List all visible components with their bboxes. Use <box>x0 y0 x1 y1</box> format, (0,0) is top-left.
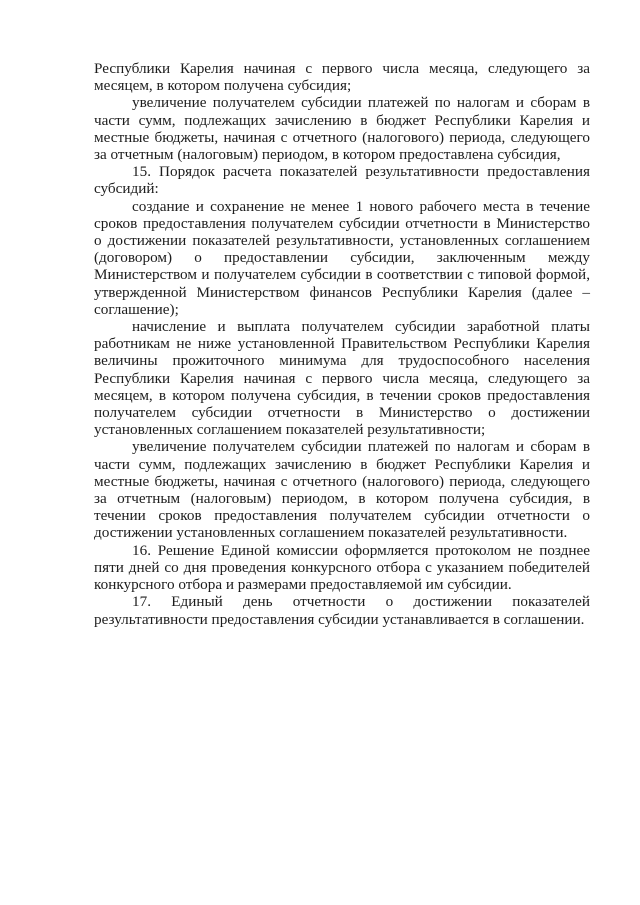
paragraph-wages: начисление и выплата получателем субсидии заработной платы работникам не ниже установленной Правительством Республики Карелия величины прожиточного минимума для трудоспособного населения Республики Карелия начиная с первого числа месяца, следующего за месяцем, в котором получена субсидия, в течении сроков предоставления получателем субсидии отчетности в Министерство о достижении установленных соглашением показателей результативности; <box>94 318 590 439</box>
paragraph-tax-increase-1: увеличение получателем субсидии платежей по налогам и сборам в части сумм, подлежащих зачислению в бюджет Республики Карелия и местные бюджеты, начиная с отчетного (налогового) периода, следующего за отчетным (налоговым) периодом, в котором предоставлена субсидия, <box>94 94 590 164</box>
paragraph-job-creation: создание и сохранение не менее 1 нового рабочего места в течение сроков предоставления получателем субсидии отчетности в Министерство о достижении показателей результативности, установленных соглашением (договором) о предоставлении субсидии, заключенным между Министерством и получателем субсидии в соответствии с типовой формой, утвержденной Министерством финансов Республики Карелия (далее – соглашение); <box>94 197 590 318</box>
paragraph-item-16: 16. Решение Единой комиссии оформляется протоколом не позднее пяти дней со дня проведения конкурсного отбора с указанием победителей конкурсного отбора и размерами предоставляемой им субсидии. <box>94 541 590 594</box>
document-page <box>94 60 590 628</box>
paragraph-item-17: 17. Единый день отчетности о достижении показателей результативности предоставления субсидии устанавливается в соглашении. <box>94 593 590 628</box>
paragraph-item-15: 15. Порядок расчета показателей результативности предоставления субсидий: <box>94 163 590 198</box>
paragraph-continuation: Республики Карелия начиная с первого числа месяца, следующего за месяцем, в котором получена субсидия; <box>94 60 590 95</box>
paragraph-tax-increase-2: увеличение получателем субсидии платежей по налогам и сборам в части сумм, подлежащих зачислению в бюджет Республики Карелия и местные бюджеты, начиная с отчетного (налогового) периода, следующего за отчетным (налоговым) периодом, в котором получена субсидия, в течении сроков предоставления получателем субсидии отчетности о достижении установленных соглашением показателей результативности. <box>94 438 590 542</box>
